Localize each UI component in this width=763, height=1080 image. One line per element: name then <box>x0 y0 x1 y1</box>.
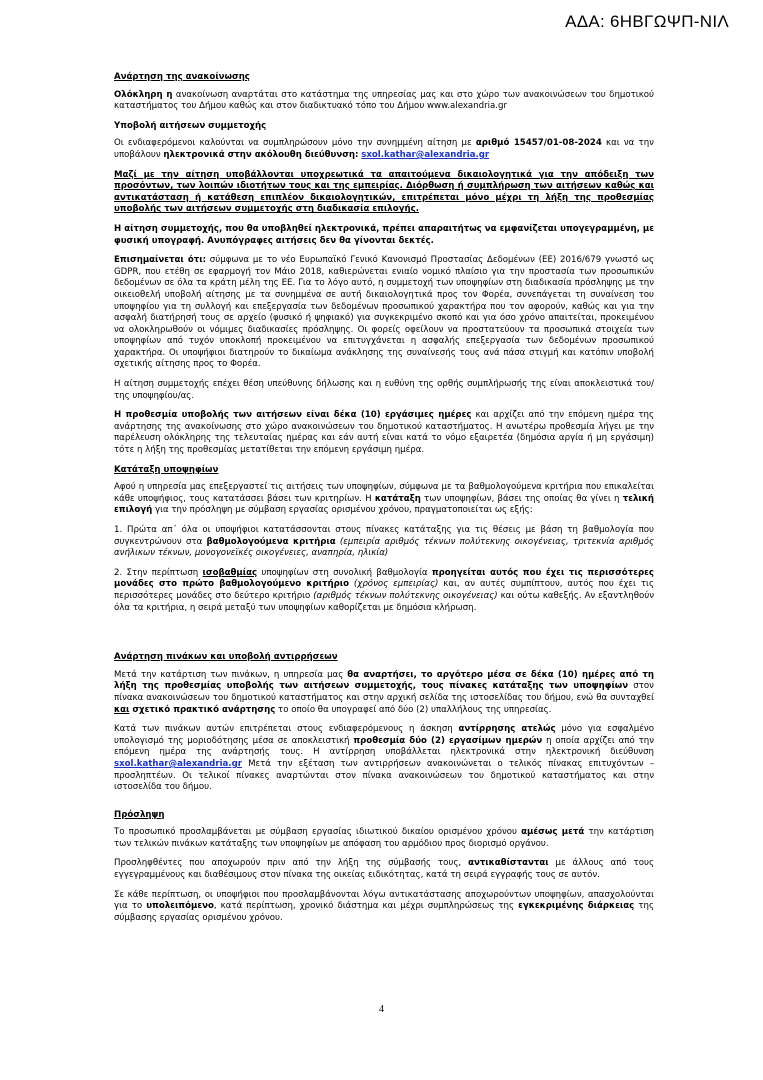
email-link[interactable]: sxol.kathar@alexandria.gr <box>361 149 490 160</box>
heading-tables-objections: Ανάρτηση πινάκων και υποβολή αντιρρήσεων <box>114 652 338 663</box>
paragraph: 1. Πρώτα απ΄ όλα οι υποψήφιοι κατατάσσονται στους πίνακες κατάταξης για τις θέσεις με βάση τη βαθμολογία που συγκεντρώνουν στα βαθμολογούμενα κριτήρια (εμπειρία αριθμός τέκνων πολύτεκνης οικογένειας, τριτεκνία αριθμός ανήλικων τέκνων, μονογονεϊκές οικογένειες, αναπηρία, ηλικία) <box>114 525 655 559</box>
heading-candidate-ranking: Κατάταξη υποψηφίων <box>114 464 219 475</box>
heading-applications-submission: Υποβολή αιτήσεων συμμετοχής <box>114 120 267 131</box>
paragraph: Η αίτηση συμμετοχής, που θα υποβληθεί ηλεκτρονικά, πρέπει απαραιτήτως να εμφανίζεται υπογεγραμμένη, με φυσική υπογραφή. Ανυπόγραφες αιτήσεις δεν θα γίνονται δεκτές. <box>114 223 654 246</box>
paragraph: Αφού η υπηρεσία μας επεξεργαστεί τις αιτήσεις των υποψηφίων, σύμφωνα με τα βαθμολογούμενα κριτήρια που επικαλείται κάθε υποψήφιος, τους κατατάσσει βάσει των κριτηρίων. Η κατάταξη των υποψηφίων, βάσει της οποίας θα γίνει η τελική επιλογή για την πρόσληψη με σύμβαση εργασίας ορισμένου χρόνου, πραγματοποιείται ως εξής: <box>114 482 654 516</box>
spacer <box>114 622 654 652</box>
paragraph: Επισημαίνεται ότι: σύμφωνα με το νέο Ευρωπαϊκό Γενικό Κανονισμό Προστασίας Δεδομένων (ΕΕ) 2016/679 γνωστό ως GDPR, που ετέθη σε εφαρμογή τον Μάιο 2018, καθιερώνεται ενιαίο νομικό πλαίσιο για την προστασία των προσωπικών δεδομένων σε όλα τα κράτη μέλη της ΕΕ. Για το λόγο αυτό, η συμμετοχή των υποψηφίων στη διαδικασία πρόσληψης με την οικειοθελή υποβολή αίτησης με τα συνημμένα σε αυτή δικαιολογητικά προς τον Φορέα, συνεπάγεται τη συναίνεση του υποψηφίου για τη συλλογή και επεξεργασία των δεδομένων προσωπικού χαρακτήρα που τον αφορούν, καθώς και για την ασφαλή διατήρησή τους σε αρχείο (φυσικό ή ψηφιακό) για συγκεκριμένο σκοπό και για όσο χρόνο απαιτείται, προκειμένου να ολοκληρωθούν οι νόμιμες διαδικασίες πρόσληψης. Οι φορείς οφείλουν να προστατεύουν τα προσωπικά στοιχεία των υποψηφίων από τυχόν υποκλοπή προκειμένου να επιτυγχάνεται η ασφαλής επεξεργασία των δεδομένων προσωπικού χαρακτήρα. Οι υποψήφιοι διατηρούν το δικαίωμα ανάκλησης της συναίνεσής τους ανά πάσα στιγμή και κατόπιν υποβολή σχετικής αίτησης προς το Φορέα. <box>114 255 654 370</box>
paragraph: 2. Στην περίπτωση ισοβαθμίας υποψηφίων στη συνολική βαθμολογία προηγείται αυτός που έχει τις περισσότερες μονάδες στο πρώτο βαθμολογούμενο κριτήριο (χρόνος εμπειρίας) και, αν αυτές συμπίπτουν, αυτός που έχει τις περισσότερες μονάδες στο δεύτερο κριτήριο (αριθμός τέκνων πολύτεκνης οικογένειας) και ούτω καθεξής. Αν εξαντληθούν όλα τα κριτήρια, η σειρά μεταξύ των υποψηφίων καθορίζεται με δημόσια κλήρωση. <box>114 567 655 613</box>
paragraph: Σε κάθε περίπτωση, οι υποψήφιοι που προσλαμβάνονται λόγω αντικατάστασης αποχωρούντων υποψηφίων, απασχολούνται για το υπολειπόμενο, κατά περίπτωση, χρονικό διάστημα και μέχρι συμπληρώσεως της εγκεκριμένης διάρκειας της σύμβασης εργασίας ορισμένου χρόνου. <box>114 889 655 923</box>
heading-hiring: Πρόσληψη <box>114 809 165 820</box>
page-number: 4 <box>379 1004 384 1015</box>
paragraph: Μετά την κατάρτιση των πινάκων, η υπηρεσία μας θα αναρτήσει, το αργότερο μέσα σε δέκα (10) ημέρες από τη λήξη της προθεσμίας υποβολής των αιτήσεων συμμετοχής, τους πίνακες κατάταξης των υποψηφίων στον πίνακα ανακοινώσεων του δημοτικού καταστήματος και στην αρχική σελίδα της ιστοσελίδας του δήμου, ενώ θα συνταχθεί και σχετικό πρακτικό ανάρτησης το οποίο θα υπογραφεί από δύο (2) υπαλλήλους της υπηρεσίας. <box>114 669 654 715</box>
paragraph: Η αίτηση συμμετοχής επέχει θέση υπεύθυνης δήλωσης και η ευθύνη της ορθής συμπλήρωσής της είναι αποκλειστικά του/της υποψηφίου/ας. <box>114 379 654 401</box>
document-page <box>114 72 654 932</box>
paragraph: Ολόκληρη η ανακοίνωση αναρτάται στο κατάστημα της υπηρεσίας μας και στο χώρο των ανακοινώσεων του δημοτικού καταστήματος του Δήμου καθώς και στον διαδικτυακό τόπο του Δήμου www.alexandria.gr <box>114 89 654 112</box>
paragraph: Η προθεσμία υποβολής των αιτήσεων είναι δέκα (10) εργάσιμες ημέρες και αρχίζει από την επόμενη ημέρα της ανάρτησης της ανακοίνωσης στο χώρο ανακοινώσεων του δημοτικού καταστήματος. Η ανωτέρω προθεσμία λήγει με την παρέλευση ολόκληρης της τελευταίας ημέρας και εάν αυτή είναι κατά το νόμο εξαιρετέα (δημόσια αργία ή μη εργάσιμη) τότε η λήξη της προθεσμίας μετατίθεται την επόμενη εργάσιμη ημέρα. <box>114 410 654 456</box>
ada-code: ΑΔΑ: 6ΗΒΓΩΨΠ-ΝΙΛ <box>565 12 729 31</box>
paragraph: Μαζί με την αίτηση υποβάλλονται υποχρεωτικά τα απαιτούμενα δικαιολογητικά για την απόδειξη των προσόντων, των λοιπών ιδιοτήτων τους και της εμπειρίας. Διόρθωση ή συμπλήρωση των αιτήσεων καθώς και αντικατάσταση ή κατάθεση επιπλέον δικαιολογητικών, επιτρέπεται μόνο μέχρι τη λήξη της προθεσμίας υποβολής των αιτήσεων συμμετοχής στη διαδικασία επιλογής. <box>114 169 654 215</box>
paragraph: Προσληφθέντες που αποχωρούν πριν από την λήξη της σύμβασής τους, αντικαθίστανται με άλλους από τους εγγεγραμμένους και διαθέσιμους στον πίνακα της οικείας ειδικότητας, κατά τη σειρά εγγραφής τους σε αυτόν. <box>114 858 654 881</box>
paragraph: Κατά των πινάκων αυτών επιτρέπεται στους ενδιαφερόμενους η άσκηση αντίρρησης ατελώς μόνο για εσφαλμένο υπολογισμό της μοριοδότησης μέσα σε αποκλειστική προθεσμία δύο (2) εργασίμων ημερών η οποία αρχίζει από την επόμενη ημέρα της ανάρτησής τους. Η αντίρρηση υποβάλλεται ηλεκτρονικά στην ηλεκτρονική διεύθυνση sxol.kathar@alexandria.gr Μετά την εξέταση των αντιρρήσεων ανακοινώνεται ο τελικός πίνακας επιτυχόντων – προσληπτέων. Οι τελικοί πίνακες αναρτώνται στον πίνακα ανακοινώσεων του δημοτικού καταστήματος και στην ιστοσελίδα του δήμου. <box>114 724 655 793</box>
heading-announcement-posting: Ανάρτηση της ανακοίνωσης <box>114 72 250 82</box>
paragraph: Οι ενδιαφερόμενοι καλούνται να συμπληρώσουν μόνο την συνημμένη αίτηση με αριθμό 15457/01-08-2024 και να την υποβάλουν ηλεκτρονικά στην ακόλουθη διεύθυνση: sxol.kathar@alexandria.gr <box>114 138 654 160</box>
paragraph: Το προσωπικό προσλαμβάνεται με σύμβαση εργασίας ιδιωτικού δικαίου ορισμένου χρόνου αμέσως μετά την κατάρτιση των τελικών πινάκων κατάταξης των υποψηφίων με απόφαση του αρμόδιου προς διορισμό οργάνου. <box>114 827 654 849</box>
email-link[interactable]: sxol.kathar@alexandria.gr <box>114 758 242 769</box>
spacer <box>114 802 654 810</box>
